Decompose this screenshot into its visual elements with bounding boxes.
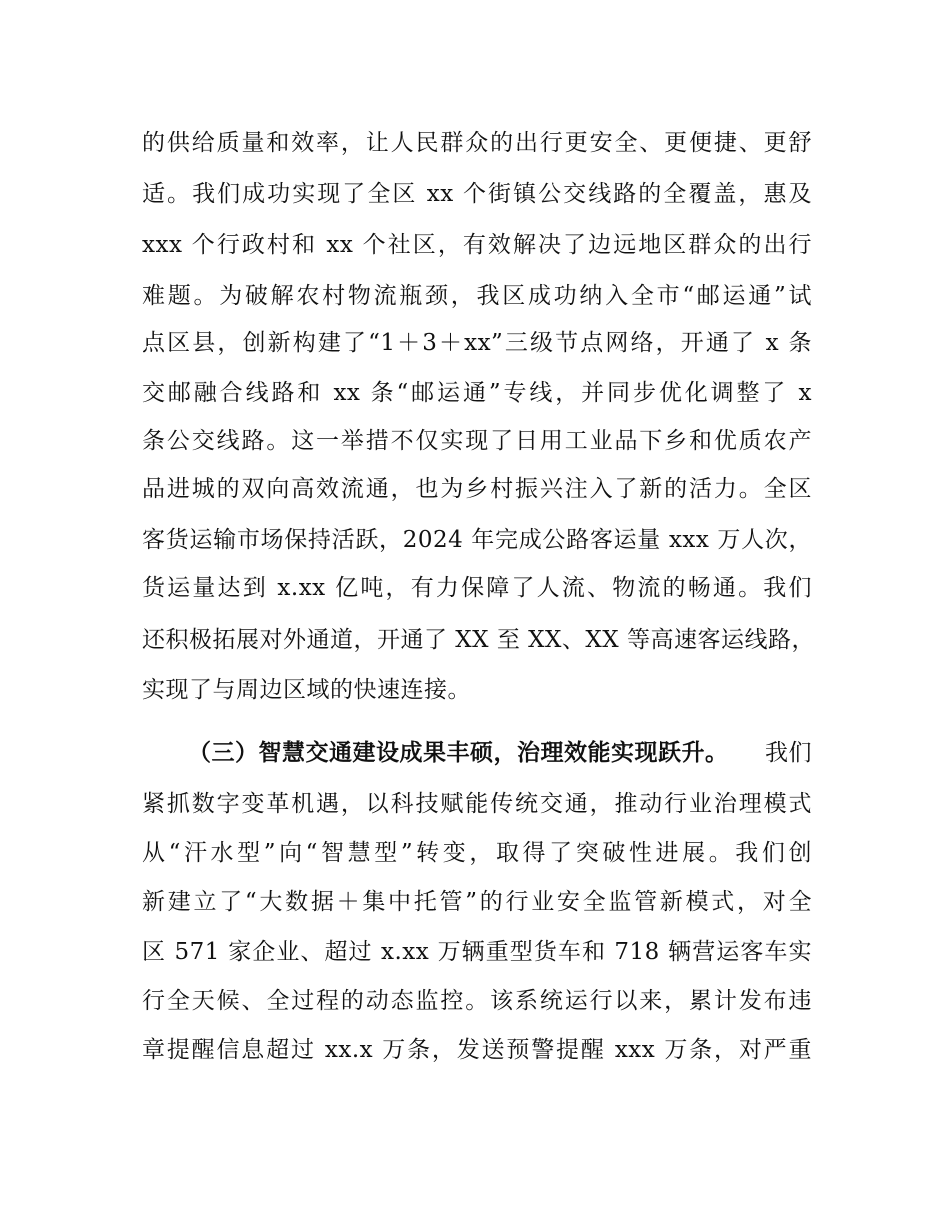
paragraph-line: 交邮融合线路和 xx 条“邮运通”专线，并同步优化调整了 x: [142, 380, 812, 406]
paragraph-line: 条公交线路。这一举措不仅实现了日用工业品下乡和优质农产: [142, 428, 812, 454]
paragraph-line: 适。我们成功实现了全区 xx 个街镇公交线路的全覆盖，惠及: [142, 181, 812, 207]
paragraph-line: 紧抓数字变革机遇，以科技赋能传统交通，推动行业治理模式: [142, 791, 812, 817]
section-heading: （三）智慧交通建设成果丰硕，治理效能实现跃升。: [188, 740, 729, 766]
paragraph-line: 客货运输市场保持活跃，2024 年完成公路客运量 xxx 万人次，: [142, 527, 812, 553]
first-line-tail: 我们: [765, 740, 812, 766]
paragraph-line: 区 571 家企业、超过 x.xx 万辆重型货车和 718 辆营运客车实: [142, 939, 812, 965]
paragraph-first-line: [188, 738, 812, 768]
paragraph-line: 新建立了“大数据＋集中托管”的行业安全监管新模式，对全: [142, 889, 812, 915]
paragraph-line: 点区县，创新构建了“1＋3＋xx”三级节点网络，开通了 x 条: [142, 330, 812, 356]
paragraph-line: 的供给质量和效率，让人民群众的出行更安全、更便捷、更舒: [142, 130, 812, 156]
paragraph-line: 品进城的双向高效流通，也为乡村振兴注入了新的活力。全区: [142, 476, 812, 502]
paragraph-line: 难题。为破解农村物流瓶颈，我区成功纳入全市“邮运通”试: [142, 283, 812, 309]
paragraph-line: xxx 个行政村和 xx 个社区，有效解决了边远地区群众的出行: [142, 232, 812, 258]
paragraph-line: 货运量达到 x.xx 亿吨，有力保障了人流、物流的畅通。我们: [142, 575, 812, 601]
paragraph-line: 行全天候、全过程的动态监控。该系统运行以来，累计发布违: [142, 988, 812, 1014]
paragraph-line: 还积极拓展对外通道，开通了 XX 至 XX、XX 等高速客运线路，: [142, 627, 815, 653]
paragraph-line: 章提醒信息超过 xx.x 万条，发送预警提醒 xxx 万条，对严重: [142, 1037, 812, 1063]
paragraph-line: 从“汗水型”向“智慧型”转变，取得了突破性进展。我们创: [142, 840, 812, 866]
paragraph-line: 实现了与周边区域的快速连接。: [142, 677, 471, 703]
